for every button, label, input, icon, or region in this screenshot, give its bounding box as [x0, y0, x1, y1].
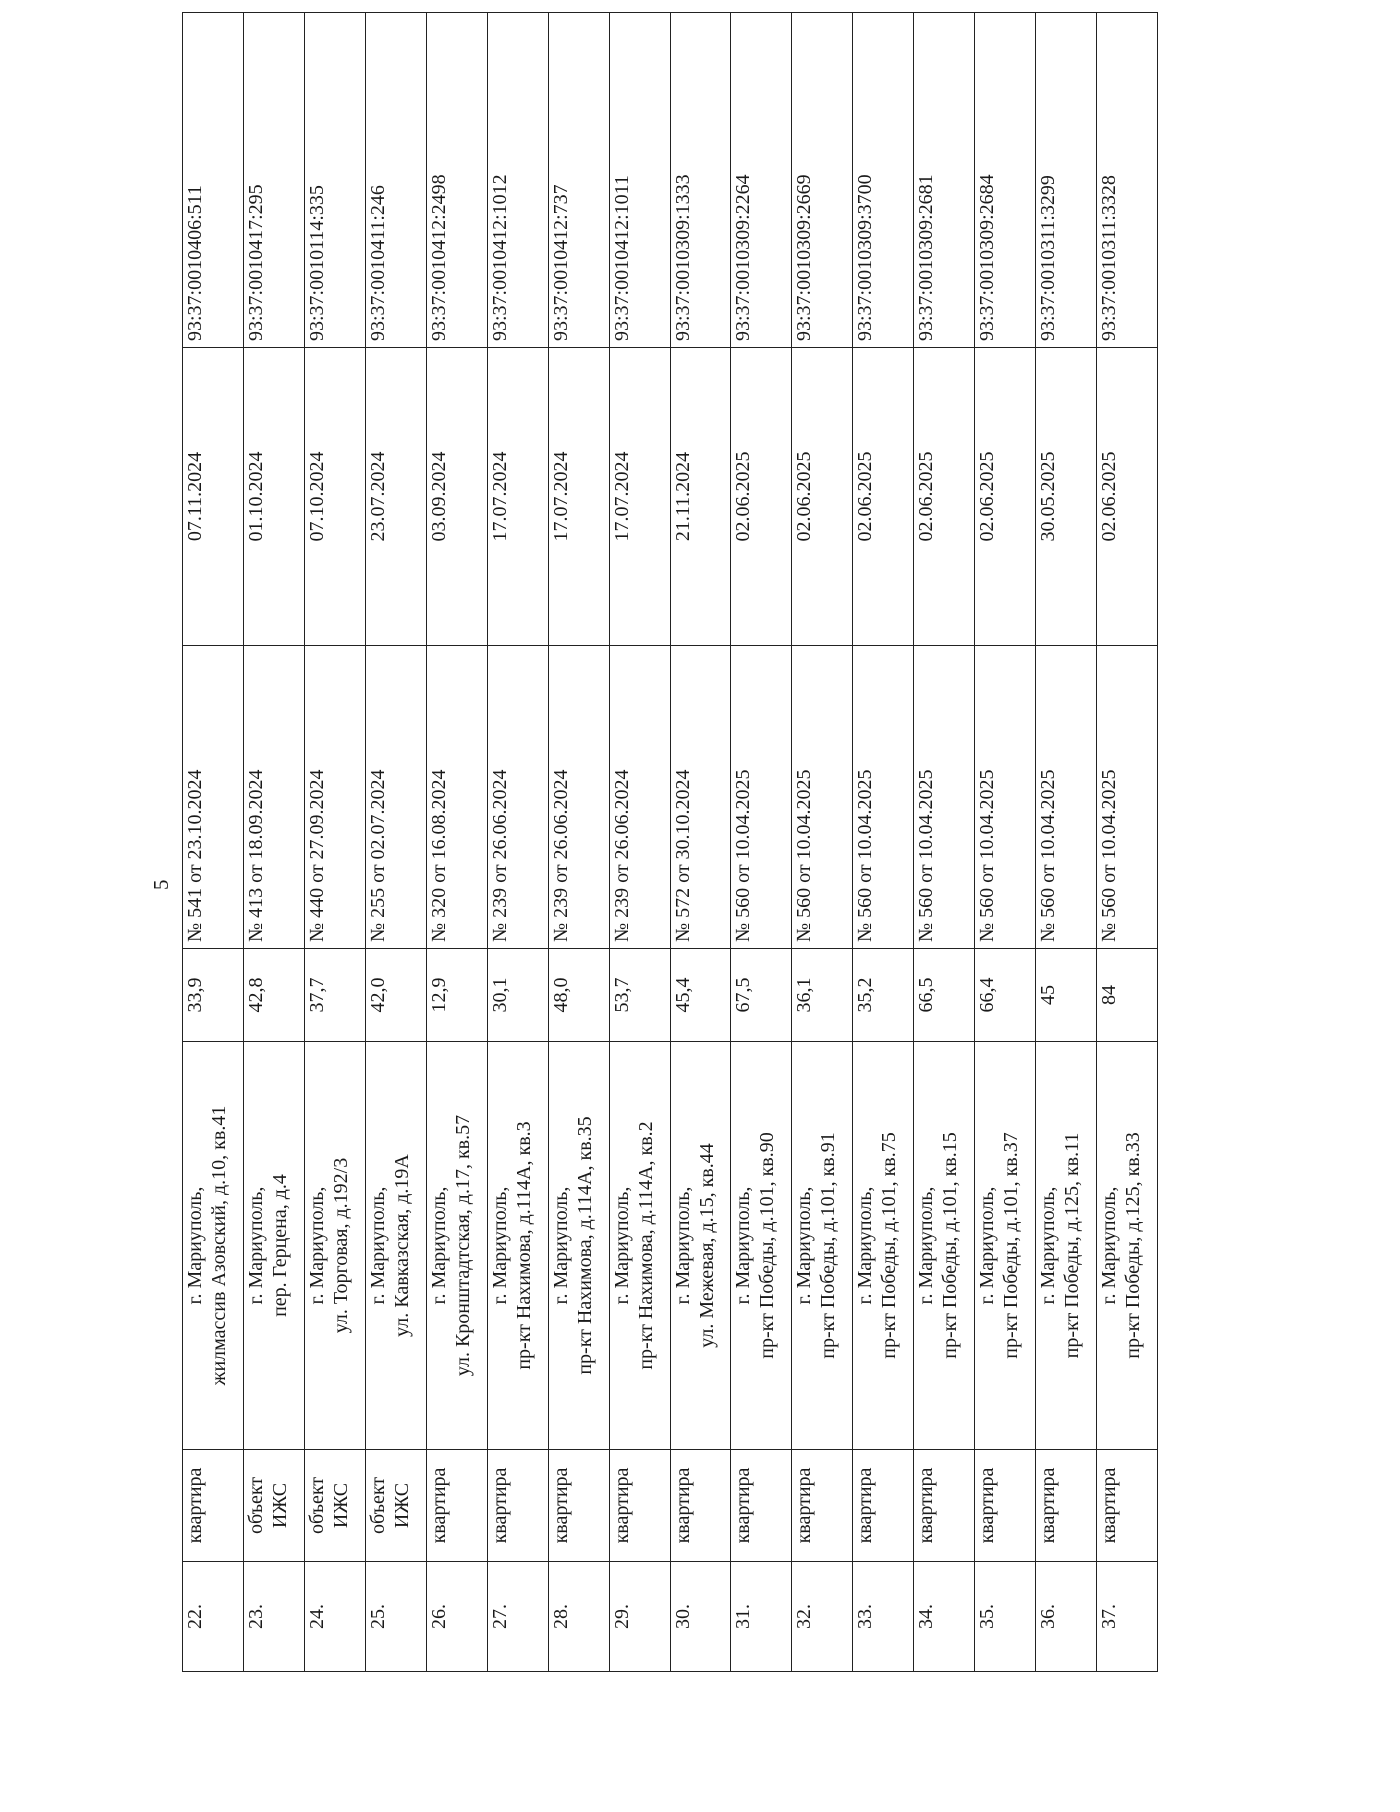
table-row	[670, 13, 731, 1672]
address-cell	[731, 1042, 792, 1450]
table-row	[426, 13, 487, 1672]
table-row	[853, 13, 914, 1672]
object-type-line: квартира	[793, 1467, 816, 1544]
address-cell	[304, 1042, 365, 1450]
area-cell: 66,5	[914, 949, 975, 1042]
area-cell: 45,4	[670, 949, 731, 1042]
table-row	[304, 13, 365, 1672]
row-number-cell: 28.	[548, 1562, 609, 1672]
address-line: пр-кт Нахимова, д.114А, кв.2	[634, 1121, 657, 1370]
row-number-cell: 23.	[243, 1562, 304, 1672]
address-line: г. Мариуполь,	[610, 1186, 633, 1305]
address-line: г. Мариуполь,	[854, 1186, 877, 1305]
area-cell: 12,9	[426, 949, 487, 1042]
object-type-cell	[183, 1450, 244, 1562]
address-cell	[426, 1042, 487, 1450]
date-cell: 07.11.2024	[183, 348, 244, 646]
object-type-cell	[1097, 1450, 1158, 1562]
row-number-cell: 33.	[853, 1562, 914, 1672]
address-cell	[365, 1042, 426, 1450]
date-cell: 02.06.2025	[792, 348, 853, 646]
address-line: г. Мариуполь,	[488, 1186, 511, 1305]
table-row	[183, 13, 244, 1672]
address-line: пер. Герцена, д.4	[268, 1174, 291, 1317]
object-type-cell	[1036, 1450, 1097, 1562]
area-cell: 42,8	[243, 949, 304, 1042]
document-cell: № 560 от 10.04.2025	[975, 646, 1036, 949]
row-number-cell: 35.	[975, 1562, 1036, 1672]
row-number-cell: 27.	[487, 1562, 548, 1672]
object-type-cell	[243, 1450, 304, 1562]
cadastral-number-cell: 93:37:0010406:511	[183, 13, 244, 348]
row-number-cell: 25.	[365, 1562, 426, 1672]
address-cell	[1097, 1042, 1158, 1450]
area-cell: 48,0	[548, 949, 609, 1042]
area-cell: 67,5	[731, 949, 792, 1042]
object-type-line: квартира	[549, 1467, 572, 1544]
area-cell: 45	[1036, 949, 1097, 1042]
document-cell: № 239 от 26.06.2024	[487, 646, 548, 949]
address-line: пр-кт Победы, д.101, кв.75	[878, 1132, 901, 1359]
row-number-cell: 36.	[1036, 1562, 1097, 1672]
table-row	[1097, 13, 1158, 1672]
table-row	[975, 13, 1036, 1672]
object-type-cell	[548, 1450, 609, 1562]
address-line: пр-кт Победы, д.101, кв.91	[817, 1132, 840, 1359]
address-line: г. Мариуполь,	[549, 1186, 572, 1305]
document-cell: № 560 от 10.04.2025	[914, 646, 975, 949]
document-cell: № 560 от 10.04.2025	[1036, 646, 1097, 949]
address-line: г. Мариуполь,	[793, 1186, 816, 1305]
address-cell	[1036, 1042, 1097, 1450]
object-type-line: объект	[366, 1476, 389, 1535]
object-type-line: квартира	[427, 1467, 450, 1544]
cadastral-number-cell: 93:37:0010412:2498	[426, 13, 487, 348]
address-line: г. Мариуполь,	[427, 1186, 450, 1305]
area-cell: 84	[1097, 949, 1158, 1042]
cadastral-number-cell: 93:37:0010412:1012	[487, 13, 548, 348]
address-cell	[792, 1042, 853, 1450]
address-line: ул. Кронштадтская, д.17, кв.57	[451, 1114, 474, 1377]
document-cell: № 572 от 30.10.2024	[670, 646, 731, 949]
registry-table-container	[182, 104, 1158, 1672]
address-line: г. Мариуполь,	[1037, 1186, 1060, 1305]
area-cell: 33,9	[183, 949, 244, 1042]
address-line: г. Мариуполь,	[244, 1186, 267, 1305]
area-cell: 30,1	[487, 949, 548, 1042]
address-line: пр-кт Победы, д.125, кв.33	[1122, 1132, 1145, 1359]
date-cell: 17.07.2024	[487, 348, 548, 646]
document-cell: № 239 от 26.06.2024	[609, 646, 670, 949]
date-cell: 17.07.2024	[548, 348, 609, 646]
row-number-cell: 29.	[609, 1562, 670, 1672]
object-type-line: ИЖС	[268, 1482, 291, 1529]
address-line: г. Мариуполь,	[305, 1186, 328, 1305]
object-type-cell	[914, 1450, 975, 1562]
address-line: г. Мариуполь,	[671, 1186, 694, 1305]
document-cell: № 560 от 10.04.2025	[792, 646, 853, 949]
address-line: жилмассив Азовский, д.10, кв.41	[208, 1105, 230, 1386]
address-line: ул. Межевая, д.15, кв.44	[695, 1143, 718, 1348]
object-type-line: объект	[244, 1476, 267, 1535]
date-cell: 03.09.2024	[426, 348, 487, 646]
date-cell: 02.06.2025	[914, 348, 975, 646]
cadastral-number-cell: 93:37:0010417:295	[243, 13, 304, 348]
cadastral-number-cell: 93:37:0010309:2684	[975, 13, 1036, 348]
object-type-cell	[853, 1450, 914, 1562]
table-row	[548, 13, 609, 1672]
page-number: 5	[149, 879, 173, 890]
object-type-line: квартира	[610, 1467, 633, 1544]
address-cell	[548, 1042, 609, 1450]
date-cell: 07.10.2024	[304, 348, 365, 646]
area-cell: 42,0	[365, 949, 426, 1042]
address-line: пр-кт Нахимова, д.114А, кв.3	[512, 1121, 535, 1370]
object-type-line: квартира	[1037, 1467, 1060, 1544]
document-cell: № 413 от 18.09.2024	[243, 646, 304, 949]
object-type-cell	[792, 1450, 853, 1562]
object-type-line: квартира	[184, 1467, 206, 1544]
object-type-line: квартира	[915, 1467, 938, 1544]
address-cell	[183, 1042, 244, 1450]
address-line: г. Мариуполь,	[1098, 1186, 1121, 1305]
object-type-line: квартира	[671, 1467, 694, 1544]
table-row	[365, 13, 426, 1672]
cadastral-number-cell: 93:37:0010311:3299	[1036, 13, 1097, 348]
cadastral-number-cell: 93:37:0010309:2681	[914, 13, 975, 348]
document-cell: № 560 от 10.04.2025	[1097, 646, 1158, 949]
cadastral-number-cell: 93:37:0010309:1333	[670, 13, 731, 348]
table-row	[487, 13, 548, 1672]
object-type-cell	[487, 1450, 548, 1562]
object-type-cell	[426, 1450, 487, 1562]
cadastral-number-cell: 93:37:0010309:2264	[731, 13, 792, 348]
table-row	[609, 13, 670, 1672]
address-line: пр-кт Победы, д.101, кв.15	[939, 1132, 962, 1359]
area-cell: 66,4	[975, 949, 1036, 1042]
document-cell: № 560 от 10.04.2025	[731, 646, 792, 949]
object-type-line: объект	[305, 1476, 328, 1535]
object-type-cell	[731, 1450, 792, 1562]
address-line: г. Мариуполь,	[184, 1186, 206, 1305]
address-cell	[487, 1042, 548, 1450]
address-cell	[853, 1042, 914, 1450]
table-row	[243, 13, 304, 1672]
row-number-cell: 30.	[670, 1562, 731, 1672]
area-cell: 36,1	[792, 949, 853, 1042]
date-cell: 02.06.2025	[731, 348, 792, 646]
cadastral-number-cell: 93:37:0010311:3328	[1097, 13, 1158, 348]
date-cell: 02.06.2025	[975, 348, 1036, 646]
row-number-cell: 31.	[731, 1562, 792, 1672]
address-line: пр-кт Победы, д.101, кв.90	[756, 1132, 779, 1359]
cadastral-number-cell: 93:37:0010309:3700	[853, 13, 914, 348]
object-type-cell	[609, 1450, 670, 1562]
date-cell: 02.06.2025	[1097, 348, 1158, 646]
table-row	[792, 13, 853, 1672]
row-number-cell: 32.	[792, 1562, 853, 1672]
address-cell	[243, 1042, 304, 1450]
date-cell: 02.06.2025	[853, 348, 914, 646]
row-number-cell: 26.	[426, 1562, 487, 1672]
object-type-line: ИЖС	[329, 1482, 352, 1529]
cadastral-number-cell: 93:37:0010411:246	[365, 13, 426, 348]
address-cell	[914, 1042, 975, 1450]
cadastral-number-cell: 93:37:0010114:335	[304, 13, 365, 348]
address-line: пр-кт Победы, д.101, кв.37	[1000, 1132, 1023, 1359]
area-cell: 53,7	[609, 949, 670, 1042]
address-line: пр-кт Победы, д.125, кв.11	[1061, 1132, 1084, 1359]
address-cell	[975, 1042, 1036, 1450]
object-type-line: квартира	[1098, 1467, 1121, 1544]
object-type-cell	[670, 1450, 731, 1562]
address-cell	[609, 1042, 670, 1450]
object-type-line: ИЖС	[390, 1482, 413, 1529]
object-type-cell	[365, 1450, 426, 1562]
table-row	[914, 13, 975, 1672]
registry-table	[182, 12, 1158, 1672]
object-type-line: квартира	[488, 1467, 511, 1544]
row-number-cell: 37.	[1097, 1562, 1158, 1672]
area-cell: 35,2	[853, 949, 914, 1042]
row-number-cell: 22.	[183, 1562, 244, 1672]
row-number-cell: 24.	[304, 1562, 365, 1672]
object-type-cell	[975, 1450, 1036, 1562]
address-cell	[670, 1042, 731, 1450]
date-cell: 01.10.2024	[243, 348, 304, 646]
cadastral-number-cell: 93:37:0010412:737	[548, 13, 609, 348]
document-cell: № 320 от 16.08.2024	[426, 646, 487, 949]
address-line: г. Мариуполь,	[915, 1186, 938, 1305]
cadastral-number-cell: 93:37:0010412:1011	[609, 13, 670, 348]
date-cell: 23.07.2024	[365, 348, 426, 646]
registry-table-body	[183, 13, 1158, 1672]
address-line: г. Мариуполь,	[366, 1186, 389, 1305]
cadastral-number-cell: 93:37:0010309:2669	[792, 13, 853, 348]
table-row	[731, 13, 792, 1672]
date-cell: 21.11.2024	[670, 348, 731, 646]
address-line: пр-кт Нахимова, д.114А, кв.35	[573, 1116, 596, 1375]
object-type-line: квартира	[854, 1467, 877, 1544]
address-line: ул. Торговая, д.192/3	[329, 1157, 352, 1334]
document-cell: № 560 от 10.04.2025	[853, 646, 914, 949]
date-cell: 17.07.2024	[609, 348, 670, 646]
document-cell: № 440 от 27.09.2024	[304, 646, 365, 949]
address-line: г. Мариуполь,	[732, 1186, 755, 1305]
address-line: ул. Кавказская, д.19А	[390, 1154, 413, 1337]
document-cell: № 541 от 23.10.2024	[183, 646, 244, 949]
date-cell: 30.05.2025	[1036, 348, 1097, 646]
area-cell: 37,7	[304, 949, 365, 1042]
document-cell: № 239 от 26.06.2024	[548, 646, 609, 949]
table-row	[1036, 13, 1097, 1672]
object-type-cell	[304, 1450, 365, 1562]
row-number-cell: 34.	[914, 1562, 975, 1672]
document-cell: № 255 от 02.07.2024	[365, 646, 426, 949]
object-type-line: квартира	[732, 1467, 755, 1544]
object-type-line: квартира	[976, 1467, 999, 1544]
address-line: г. Мариуполь,	[976, 1186, 999, 1305]
